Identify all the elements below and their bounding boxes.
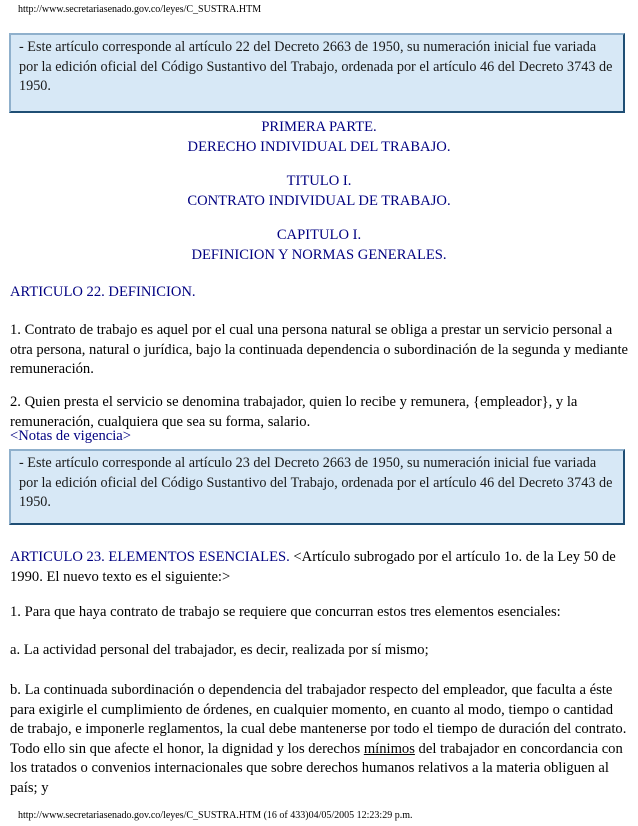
note-text: - Este artículo corresponde al artículo 22 del Decreto 2663 de 1950, su numeración inicial fue variada por la edición oficial del Código Sustantivo del Trabajo, ordenada por el artículo 46 del Decreto 3743 de 1950. <box>19 39 613 94</box>
heading-titulo <box>0 171 638 211</box>
item-b-text-start: b. La continuada subordinación o dependencia del trabajador respecto del empleador, que faculta a éste para exigirle el cumplimiento de órdenes, en cualquier momento, en cuanto al modo, tiempo o cantidad de trabajo, e imponerle reglamentos, la cual debe mantenerse por todo el tiempo de duración del contrato. Todo ello sin que afecte el honor, la dignidad y los derechos <box>10 682 627 757</box>
heading-line: TITULO I. <box>286 173 352 189</box>
article-22-title-link[interactable]: ARTICULO 22. DEFINICION. <box>10 284 196 300</box>
item-b-text-end: del trabajador en concordancia con los tratados o convenios internacionales que sobre derechos humanos relativos a la materia obliguen al país; y <box>10 740 623 796</box>
article-23-title-link[interactable]: ARTICULO 23. ELEMENTOS ESENCIALES. <box>10 549 290 565</box>
note-box-article-22 <box>9 33 625 113</box>
article-23-item-b <box>10 681 630 799</box>
minimos-link[interactable]: mínimos <box>363 740 415 757</box>
article-22-clause-1: 1. Contrato de trabajo es aquel por el cual una persona natural se obliga a prestar un servicio personal a otra persona, natural o jurídica, bajo la continuada dependencia o subordinación de la segunda y mediante remuneración. <box>10 322 628 378</box>
article-22-clause-2: 2. Quien presta el servicio se denomina trabajador, quien lo recibe y remunera, {empleador}, y la remuneración, cualquiera que sea su forma, salario. <box>10 394 578 430</box>
article-23-title-row <box>10 548 630 587</box>
article-23-item-a: a. La actividad personal del trabajador, es decir, realizada por sí mismo; <box>10 642 429 658</box>
notas-vigencia-link[interactable]: <Notas de vigencia> <box>10 428 132 444</box>
heading-line: PRIMERA PARTE. <box>261 119 377 135</box>
notas-vigencia-row <box>10 427 630 447</box>
note-box-article-23 <box>9 449 625 525</box>
heading-line: CONTRATO INDIVIDUAL DE TRABAJO. <box>187 193 451 209</box>
footer-url: http://www.secretariasenado.gov.co/leyes/C_SUSTRA.HTM (16 of 433)04/05/2005 12:23:29 p.m. <box>18 810 413 821</box>
article-22-title-row <box>10 283 630 303</box>
heading-primera-parte <box>0 117 638 157</box>
header-url: http://www.secretariasenado.gov.co/leyes/C_SUSTRA.HTM <box>18 4 262 15</box>
heading-capitulo <box>0 225 638 265</box>
heading-line: DERECHO INDIVIDUAL DEL TRABAJO. <box>187 139 451 155</box>
article-23-subtitle: <Artículo subrogado por el artículo 1o. de la Ley 50 de 1990. El nuevo texto es el siguiente:> <box>10 549 616 585</box>
heading-line: CAPITULO I. <box>276 227 362 243</box>
article-23-clause-1: 1. Para que haya contrato de trabajo se requiere que concurran estos tres elementos esenciales: <box>10 604 561 620</box>
note-text: - Este artículo corresponde al artículo 23 del Decreto 2663 de 1950, su numeración inicial fue variada por la edición oficial del Código Sustantivo del Trabajo, ordenada por el artículo 46 del Decreto 3743 de 1950. <box>19 455 613 510</box>
heading-line: DEFINICION Y NORMAS GENERALES. <box>191 247 447 263</box>
